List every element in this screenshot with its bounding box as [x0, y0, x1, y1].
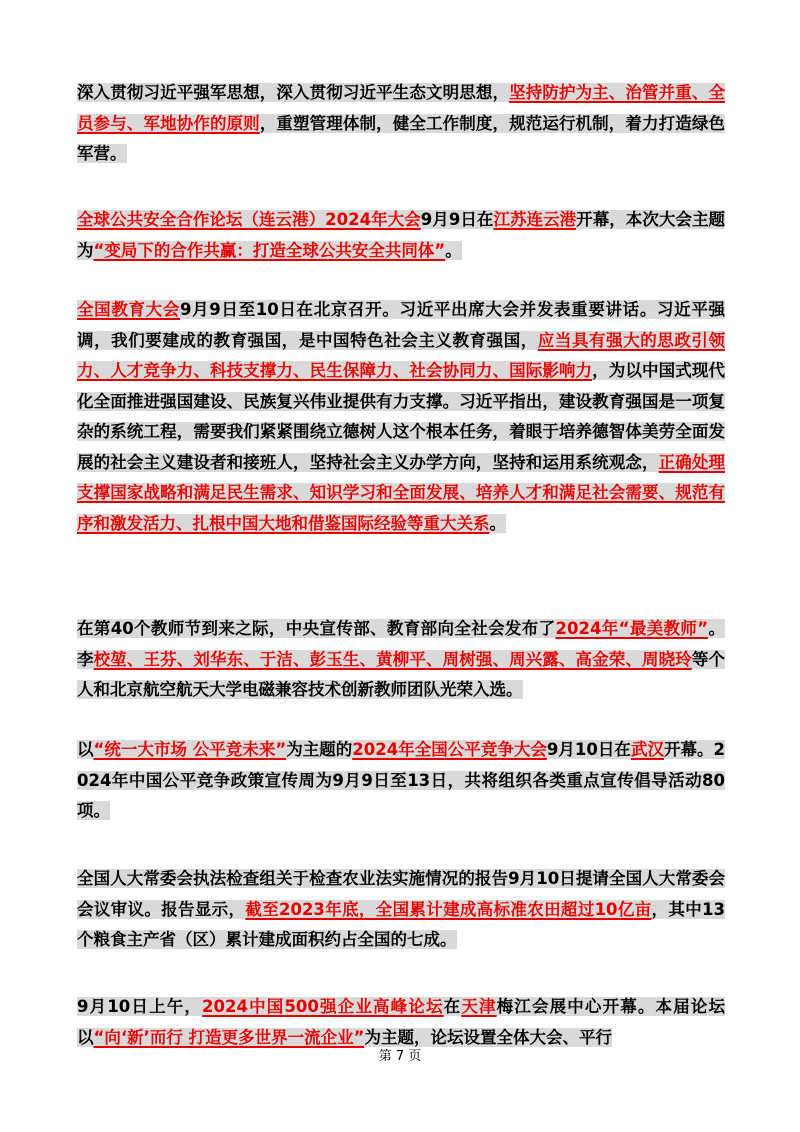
highlighted-text: “变局下的合作共赢：打造全球公共安全共同体”	[93, 240, 446, 260]
highlighted-text: 坚持防护为主、治管并重、全员参与、军地协作的原则	[77, 83, 726, 133]
body-text: 。	[445, 240, 462, 260]
body-text: 开幕，本次大会主题为	[77, 210, 726, 260]
highlighted-text: 正确处理支撑国家战略和满足民生需求、知识学习和全面发展、培养人才和满足社会需要、规范有序和激发活力、扎根中国大地和借鉴国际经验等重大关系	[77, 452, 726, 533]
paragraph-security-forum	[77, 205, 725, 266]
body-text: 在第40个教师节到来之际，中央宣传部、教育部向全社会发布了	[77, 619, 556, 638]
body-text: 全国人大常委会执法检查组关于检查农业法实施情况的报告9月10日提请全国人大常委会会议审议。报告显示，	[77, 869, 725, 919]
body-text: 9月10日在	[546, 740, 631, 759]
highlighted-text: 校堃、王芬、刘华东、于洁、彭玉生、黄柳平、周树强、周兴露、高金荣、周晓玲	[93, 649, 692, 669]
highlighted-text: “向‘新’而行 打造更多世界一流企业”	[93, 1027, 365, 1047]
paragraph-enterprise-forum	[77, 992, 725, 1053]
body-text: 深入贯彻习近平强军思想，深入贯彻习近平生态文明思想，	[77, 83, 510, 102]
paragraph-military-ecology	[77, 78, 725, 170]
body-text: 梅江会展中心开幕。本届论坛以	[77, 997, 726, 1047]
highlighted-text: 2024中国500强企业高峰论坛	[202, 997, 444, 1016]
highlighted-text: 截至2023年底，全国累计建成高标准农田超过10亿亩	[245, 899, 652, 919]
highlighted-text: 武汉	[630, 740, 664, 759]
body-text: 以	[77, 740, 94, 759]
highlighted-text: 2024年“最美教师”	[555, 619, 709, 638]
body-text: 在	[443, 997, 462, 1016]
highlighted-text: 全球公共安全合作论坛（连云港）2024年大会	[77, 210, 421, 229]
paragraph-fair-competition	[77, 735, 725, 827]
body-text: 开幕。2024年中国公平竞争政策宣传周为9月9日至13日，共将组织各类重点宣传倡导活动80项。	[77, 740, 726, 820]
highlighted-text: 天津	[461, 997, 497, 1016]
body-text: ，重塑管理体制，健全工作制度，规范运行机制，着力打造绿色军营。	[77, 113, 726, 163]
body-text: 。	[489, 513, 506, 533]
highlighted-text: 全国教育大会	[77, 300, 180, 319]
body-text: 等个人和北京航空航天大学电磁兼容技术创新教师团队光荣入选。	[77, 649, 726, 699]
highlighted-text: 应当具有强大的思政引领力、人才竞争力、科技支撑力、民生保障力、社会协同力、国际影响力	[77, 330, 726, 380]
body-text: 。李	[77, 619, 725, 669]
highlighted-text: “统一大市场 公平竞未来”	[93, 740, 287, 759]
paragraph-education-conference	[77, 295, 725, 539]
paragraph-best-teachers	[77, 614, 725, 706]
body-text: 为主题，论坛设置全体大会、平行	[364, 1027, 612, 1047]
body-text: ，其中13个粮食主产省（区）累计建成面积约占全国的七成。	[77, 899, 725, 949]
body-text: 9月9日在	[420, 210, 494, 229]
highlighted-text: 2024年全国公平竞争大会	[352, 740, 547, 759]
body-text: ，为以中国式现代化全面推进强国建设、民族复兴伟业提供有力支撑。习近平指出，建设教育强国是一项复杂的系统工程，需要我们紧紧围绕立德树人这个根本任务，着眼于培养德智体美劳全面发展的社会主义建设者和接班人，坚持社会主义办学方向，坚持和运用系统观念，	[77, 361, 726, 472]
page-number: 第 7 页	[378, 1049, 422, 1064]
body-text: 9月9日至10日在北京召开。习近平出席大会并发表重要讲话。习近平强调，我们要建成的教育强国，是中国特色社会主义教育强国，	[77, 300, 725, 350]
body-text: 为主题的	[286, 740, 353, 759]
paragraph-farmland-report	[77, 864, 725, 956]
body-text: 9月10日上午，	[77, 997, 203, 1016]
highlighted-text: 江苏连云港	[493, 210, 577, 229]
